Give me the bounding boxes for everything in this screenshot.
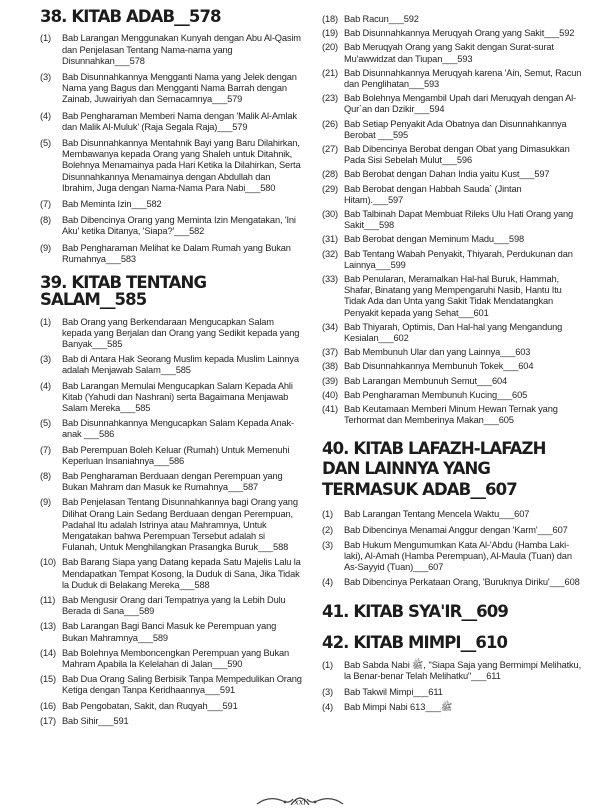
- list-item: (39) Bab Larangan Membunuh Semut___604: [322, 375, 508, 386]
- list-item: (3) Bab Takwil Mimpi___611: [322, 686, 443, 697]
- list-item: (34) Bab Thiyarah, Optimis, Dan Hal-hal yang Mengandung Kesialan___602: [322, 321, 563, 344]
- list-item: (20) Bab Meruqyah Orang yang Sakit dengan Surat-surat Mu'awwidzat dan Tiupan___593: [322, 42, 554, 64]
- section-list: [322, 660, 582, 713]
- list-item: (10) Bab Barang Siapa yang Datang kepada Satu Majelis Lalu la Mendapatkan Tempat Kosong, la Duduk di Sana, Jika Tidak la Duduk di Belakang Mereka___588: [40, 557, 301, 590]
- list-item: (40) Bab Pengharaman Membunuh Kucing___605: [322, 389, 528, 400]
- page-number: xxi: [294, 797, 306, 805]
- section-heading: 42. KITAB MIMPI__610: [322, 632, 508, 652]
- list-item: (17) Bab Sihir___591: [40, 715, 129, 726]
- section-heading: 39. KITAB TENTANG SALAM__585: [40, 272, 207, 310]
- list-item: (1) Bab Larangan Menggunakan Kunyah dengan Abu Al-Qasim dan Penjelasan Tentang Nama-nama yang Disunnahkan___578: [40, 33, 301, 66]
- section-list: [322, 509, 582, 588]
- list-item: (3) Bab Hukum Mengumumkan Kata Al-'Abdu (Hamba Laki-laki), Al-Amah (Hamba Perempuan), Al-Maula (Tuan) dan As-Sayyid (Tuan)___607: [322, 539, 572, 573]
- page-number-ornament: [255, 792, 345, 805]
- list-item: (1) Bab Orang yang Berkendaraan Mengucapkan Salam kepada yang Berjalan dan Orang yang Sedikit kepada yang Banyak___585: [40, 316, 300, 349]
- right-column: [322, 14, 582, 717]
- list-item: (29) Bab Berobat dengan Habbah Sauda` (Jintan Hitam).___597: [322, 183, 522, 205]
- list-item: (5) Bab Disunnahkannya Mentahnik Bayi yang Baru Dilahirkan, Membawanya kepada Orang yang Shaleh untuk Ditahnik, Bolehnya Menamainya pada Hari Ketika la Dilahirkan, Serta Disunnahkannya Menamainya dengan Abdullah dan Ibrahim, Juga dengan Nama-Nama Para Nabi___580: [40, 137, 301, 193]
- section-heading: 38. KITAB ADAB__578: [40, 7, 221, 26]
- list-item: (8) Bab Dibencinya Orang yang Meminta Izin Mengatakan, 'Ini Aku' ketika Ditanya, 'Siapa?'___582: [40, 215, 296, 237]
- section-heading: 40. KITAB LAFAZH-LAFAZH DAN LAINNYA YANG TERMASUK ADAB__607: [322, 438, 546, 499]
- list-item: (26) Bab Setiap Penyakit Ada Obatnya dan Disunnahkannya Berobat ___595: [322, 118, 567, 140]
- list-item: (37) Bab Membunuh Ular dan yang Lainnya___603: [322, 347, 531, 358]
- list-item: (4) Bab Larangan Memulai Mengucapkan Salam Kepada Ahli Kitab (Yahudi dan Nashrani) serta Bagaimana Menjawab Salam Mereka___585: [40, 380, 293, 414]
- section-list: [40, 317, 302, 728]
- list-item: (4) Bab Mimpi Nabi ﷺ___613: [322, 701, 453, 712]
- section-list: [40, 33, 302, 265]
- list-item: (33) Bab Penularan, Meramalkan Hal-hal Buruk, Hammah, Shafar, Binatang yang Mempengaruhi Nasib, Hantu Itu Tidak Ada dan Unta yang Sakit Tidak Mendatangkan Penyakit kepada yang Sehat___601: [322, 274, 562, 318]
- left-column: [40, 8, 302, 731]
- list-item: (41) Bab Keutamaan Memberi Minum Hewan Ternak yang Terhormat dan Memberinya Makan___605: [322, 404, 558, 426]
- section-heading: 41. KITAB SYA'IR__609: [322, 601, 508, 621]
- list-item: (8) Bab Pengharaman Berduaan dengan Perempuan yang Bukan Mahram dan Masuk ke Rumahnya___587: [40, 471, 283, 493]
- list-item: (3) Bab di Antara Hak Seorang Muslim kepada Muslim Lainnya adalah Menjawab Salam___585: [40, 354, 299, 376]
- ornament-icon: [255, 792, 345, 805]
- list-item: (14) Bab Bolehnya Memboncengkan Perempuan yang Bukan Mahram Apabila la Kelelahan di Jalan___590: [40, 647, 290, 670]
- list-item: (7) Bab Perempuan Boleh Keluar (Rumah) Untuk Memenuhi Keperluan Insaniahnya___586: [40, 444, 290, 466]
- list-item: (28) Bab Berobat dengan Dahan India yaitu Kust___597: [322, 169, 550, 180]
- section-list: [322, 14, 582, 427]
- list-item: (4) Bab Dibencinya Perkataan Orang, 'Buruknya Diriku'___608: [322, 577, 580, 588]
- list-item: (4) Bab Pengharaman Memberi Nama dengan 'Malik Al-Amlak dan Malik Al-Muluk' (Raja Segala Raja)___579: [40, 110, 297, 132]
- list-item: (16) Bab Pengobatan, Sakit, dan Ruqyah___591: [40, 700, 238, 711]
- list-item: (38) Bab Disunnahkannya Membunuh Tokek___604: [322, 361, 534, 372]
- list-item: (32) Bab Tentang Wabah Penyakit, Thiyarah, Perdukunan dan Lainnya___599: [322, 248, 573, 270]
- list-item: (30) Bab Talbinah Dapat Membuat Rileks Ulu Hati Orang yang Sakit___598: [322, 209, 574, 231]
- list-item: (5) Bab Disunnahkannya Mengucapkan Salam Kepada Anak-anak ___586: [40, 418, 294, 440]
- list-item: (18) Bab Racun___592: [322, 14, 419, 24]
- list-item: (7) Bab Meminta Izin___582: [40, 198, 162, 209]
- list-item: (9) Bab Penjelasan Tentang Disunnahkannya bagi Orang yang Dilihat Orang Lain Sedang Berduaan dengan Perempuan, Padahal Itu adalah Istrinya atau Mahramnya, Untuk Mengatakan bahwa Perempuan Tersebut adalah si Fulanah, Untuk Menghilangkan Prasangka Buruk___588: [40, 497, 298, 553]
- list-item: (27) Bab Dibencinya Berobat dengan Obat yang Dimasukkan Pada Sisi Sebelah Mulut___596: [322, 144, 570, 166]
- list-item: (15) Bab Dua Orang Saling Berbisik Tanpa Mempedulikan Orang Ketiga dengan Tanpa Keridhaannya___591: [40, 674, 302, 696]
- list-item: (2) Bab Dibencinya Menamai Anggur dengan 'Karm'___607: [322, 524, 568, 535]
- list-item: (21) Bab Disunnahkannya Meruqyah karena 'Ain, Semut, Racun dan Penglihatan___593: [322, 67, 582, 90]
- list-item: (19) Bab Disunnahkannya Meruqyah Orang yang Sakit___592: [322, 28, 575, 39]
- list-item: (3) Bab Disunnahkannya Mengganti Nama yang Jelek dengan Nama yang Bagus dan Mengganti Nama Barrah dengan Zainab, Juwairiyah dan Semacamnya___579: [40, 71, 297, 105]
- list-item: (1) Bab Sabda Nabi ﷺ, "Siapa Saja yang Bermimpi Melihatku, la Benar-benar Telah Melihatku"___611: [322, 660, 582, 682]
- list-item: (31) Bab Berobat dengan Meminum Madu___598: [322, 234, 524, 245]
- list-item: (1) Bab Larangan Tentang Mencela Waktu___607: [322, 509, 530, 520]
- list-item: (9) Bab Pengharaman Melihat ke Dalam Rumah yang Bukan Rumahnya___583: [40, 242, 291, 264]
- list-item: (13) Bab Larangan Bagi Banci Masuk ke Perempuan yang Bukan Mahramnya___589: [40, 621, 277, 643]
- list-item: (11) Bab Mengusir Orang dari Tempatnya yang la Lebih Dulu Berada di Sana___589: [40, 595, 286, 617]
- list-item: (23) Bab Bolehnya Mengambil Upah dari Meruqyah dengan Al-Qur`an dan Dzikir___594: [322, 93, 577, 115]
